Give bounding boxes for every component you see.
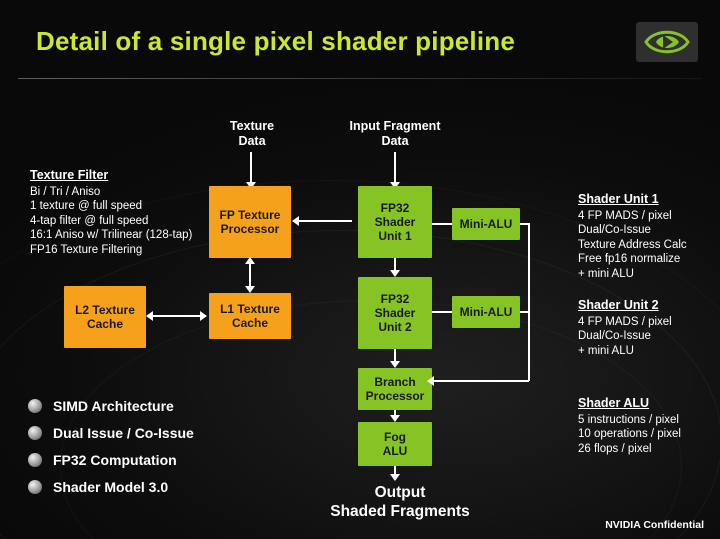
title-divider bbox=[18, 78, 702, 79]
list-item bbox=[28, 394, 194, 418]
texture-filter-line-4: 16:1 Aniso w/ Trilinear (128-tap) bbox=[30, 229, 193, 241]
branch-processor-line1: Branch bbox=[374, 375, 416, 389]
l2-cache-line1: L2 Texture bbox=[75, 303, 135, 317]
bullet-label: Shader Model 3.0 bbox=[53, 479, 169, 495]
shader-alu-line-1: 5 instructions / pixel bbox=[578, 413, 679, 426]
line-shader2-minialu2 bbox=[432, 311, 452, 313]
line-l1cache-l2cache bbox=[152, 315, 204, 317]
label-input-fragment-data: Input Fragment Data bbox=[349, 119, 441, 148]
arrowhead-l1cache-down bbox=[245, 286, 255, 293]
arrowhead-l2cache-in bbox=[146, 311, 153, 321]
line-input-fragment-down bbox=[394, 152, 396, 185]
shader-unit-1-line-3: Texture Address Calc bbox=[578, 238, 687, 251]
shader-unit-1-line1: FP32 bbox=[380, 201, 410, 215]
confidential-footer: NVIDIA Confidential bbox=[605, 519, 704, 531]
texture-filter-line-2: 1 texture @ full speed bbox=[30, 200, 143, 212]
shader-unit-1-line2: Shader bbox=[374, 215, 416, 229]
feature-bullet-list bbox=[28, 394, 194, 502]
mini-alu-2-label: Mini-ALU bbox=[459, 305, 513, 319]
arrowhead-texture-processor-in bbox=[292, 216, 299, 226]
texture-filter-line-5: FP16 Texture Filtering bbox=[30, 243, 143, 256]
output-line1: Output bbox=[374, 484, 426, 501]
l1-cache-line2: Cache bbox=[231, 316, 268, 330]
texture-filter-notes bbox=[30, 168, 192, 257]
line-texture-processor-l1cache bbox=[249, 262, 251, 288]
fp-texture-processor-line1: FP Texture bbox=[219, 208, 281, 222]
box-fp32-shader-unit-1[interactable] bbox=[358, 186, 432, 258]
list-item bbox=[28, 475, 194, 499]
branch-processor-line2: Processor bbox=[365, 389, 425, 403]
box-branch-processor[interactable] bbox=[358, 368, 432, 410]
shader-unit-1-line-1: 4 FP MADS / pixel bbox=[578, 209, 672, 222]
shader-unit-1-line-5: + mini ALU bbox=[578, 267, 634, 280]
label-output-shaded-fragments bbox=[300, 483, 500, 521]
shader-unit-2-line1: FP32 bbox=[380, 292, 410, 306]
fog-alu-line2: ALU bbox=[382, 444, 408, 458]
shader-unit-1-notes bbox=[578, 192, 687, 281]
l1-cache-line1: L1 Texture bbox=[220, 302, 280, 316]
shader-alu-notes bbox=[578, 396, 681, 456]
shader-unit-2-heading: Shader Unit 2 bbox=[578, 298, 659, 312]
bullet-label: Dual Issue / Co-Issue bbox=[53, 425, 194, 441]
line-shader1-to-texture-processor bbox=[298, 220, 352, 222]
arrowhead-fog-in bbox=[390, 415, 400, 422]
list-item bbox=[28, 421, 194, 445]
arrowhead-texture-processor-up bbox=[245, 257, 255, 264]
shader-unit-1-line3: Unit 1 bbox=[378, 229, 412, 243]
fp-texture-processor-line2: Processor bbox=[220, 222, 280, 236]
shader-alu-line-2: 10 operations / pixel bbox=[578, 428, 681, 440]
line-minialu2-to-bus bbox=[520, 311, 530, 313]
texture-filter-line-3: 4-tap filter @ full speed bbox=[30, 214, 149, 227]
bullet-dot-icon bbox=[28, 426, 42, 440]
bullet-dot-icon bbox=[28, 453, 42, 467]
shader-unit-1-line-4: Free fp16 normalize bbox=[578, 253, 681, 265]
bullet-dot-icon bbox=[28, 399, 42, 413]
bus-right-vertical bbox=[528, 223, 530, 381]
line-shader1-to-shader2 bbox=[394, 258, 396, 272]
line-minialu1-to-bus bbox=[520, 223, 530, 225]
label-texture-data: Texture Data bbox=[229, 119, 275, 148]
bullet-label: SIMD Architecture bbox=[53, 398, 174, 414]
shader-alu-heading: Shader ALU bbox=[578, 396, 650, 410]
page-title: Detail of a single pixel shader pipeline bbox=[36, 26, 516, 56]
line-bus-to-branch-processor bbox=[432, 380, 529, 382]
line-shader1-minialu1 bbox=[432, 223, 452, 225]
output-line2: Shaded Fragments bbox=[330, 503, 470, 520]
fog-alu-line1: Fog bbox=[383, 430, 406, 444]
shader-unit-2-line-2: Dual/Co-Issue bbox=[578, 330, 651, 342]
list-item bbox=[28, 448, 194, 472]
mini-alu-1-label: Mini-ALU bbox=[459, 217, 513, 231]
shader-unit-2-line3: Unit 2 bbox=[378, 320, 412, 334]
box-l2-texture-cache[interactable] bbox=[64, 286, 146, 348]
texture-filter-line-1: Bi / Tri / Aniso bbox=[30, 185, 101, 198]
line-texture-data-down bbox=[250, 152, 252, 185]
bullet-dot-icon bbox=[28, 480, 42, 494]
box-fp32-shader-unit-2[interactable] bbox=[358, 277, 432, 349]
shader-unit-1-heading: Shader Unit 1 bbox=[578, 192, 659, 206]
l2-cache-line2: Cache bbox=[86, 317, 123, 331]
arrowhead-l1cache-in bbox=[200, 311, 207, 321]
bullet-label: FP32 Computation bbox=[53, 452, 177, 468]
shader-unit-2-line-1: 4 FP MADS / pixel bbox=[578, 315, 672, 328]
arrowhead-shader2-in bbox=[390, 270, 400, 277]
box-mini-alu-1[interactable] bbox=[452, 208, 520, 240]
shader-unit-1-line-2: Dual/Co-Issue bbox=[578, 224, 651, 236]
box-fog-alu[interactable] bbox=[358, 422, 432, 466]
box-l1-texture-cache[interactable] bbox=[209, 293, 291, 339]
box-mini-alu-2[interactable] bbox=[452, 296, 520, 328]
box-fp-texture-processor[interactable] bbox=[209, 186, 291, 258]
shader-alu-line-3: 26 flops / pixel bbox=[578, 442, 652, 455]
nvidia-eye-logo bbox=[636, 22, 698, 62]
shader-unit-2-line2: Shader bbox=[374, 306, 416, 320]
shader-unit-2-line-3: + mini ALU bbox=[578, 344, 634, 357]
line-shader2-to-branch bbox=[394, 349, 396, 362]
line-branch-to-fog bbox=[394, 410, 396, 416]
shader-unit-2-notes bbox=[578, 298, 672, 358]
line-fog-to-output bbox=[394, 466, 396, 476]
arrowhead-branch-in bbox=[390, 361, 400, 368]
texture-filter-heading: Texture Filter bbox=[30, 168, 109, 182]
arrowhead-output bbox=[390, 474, 400, 481]
